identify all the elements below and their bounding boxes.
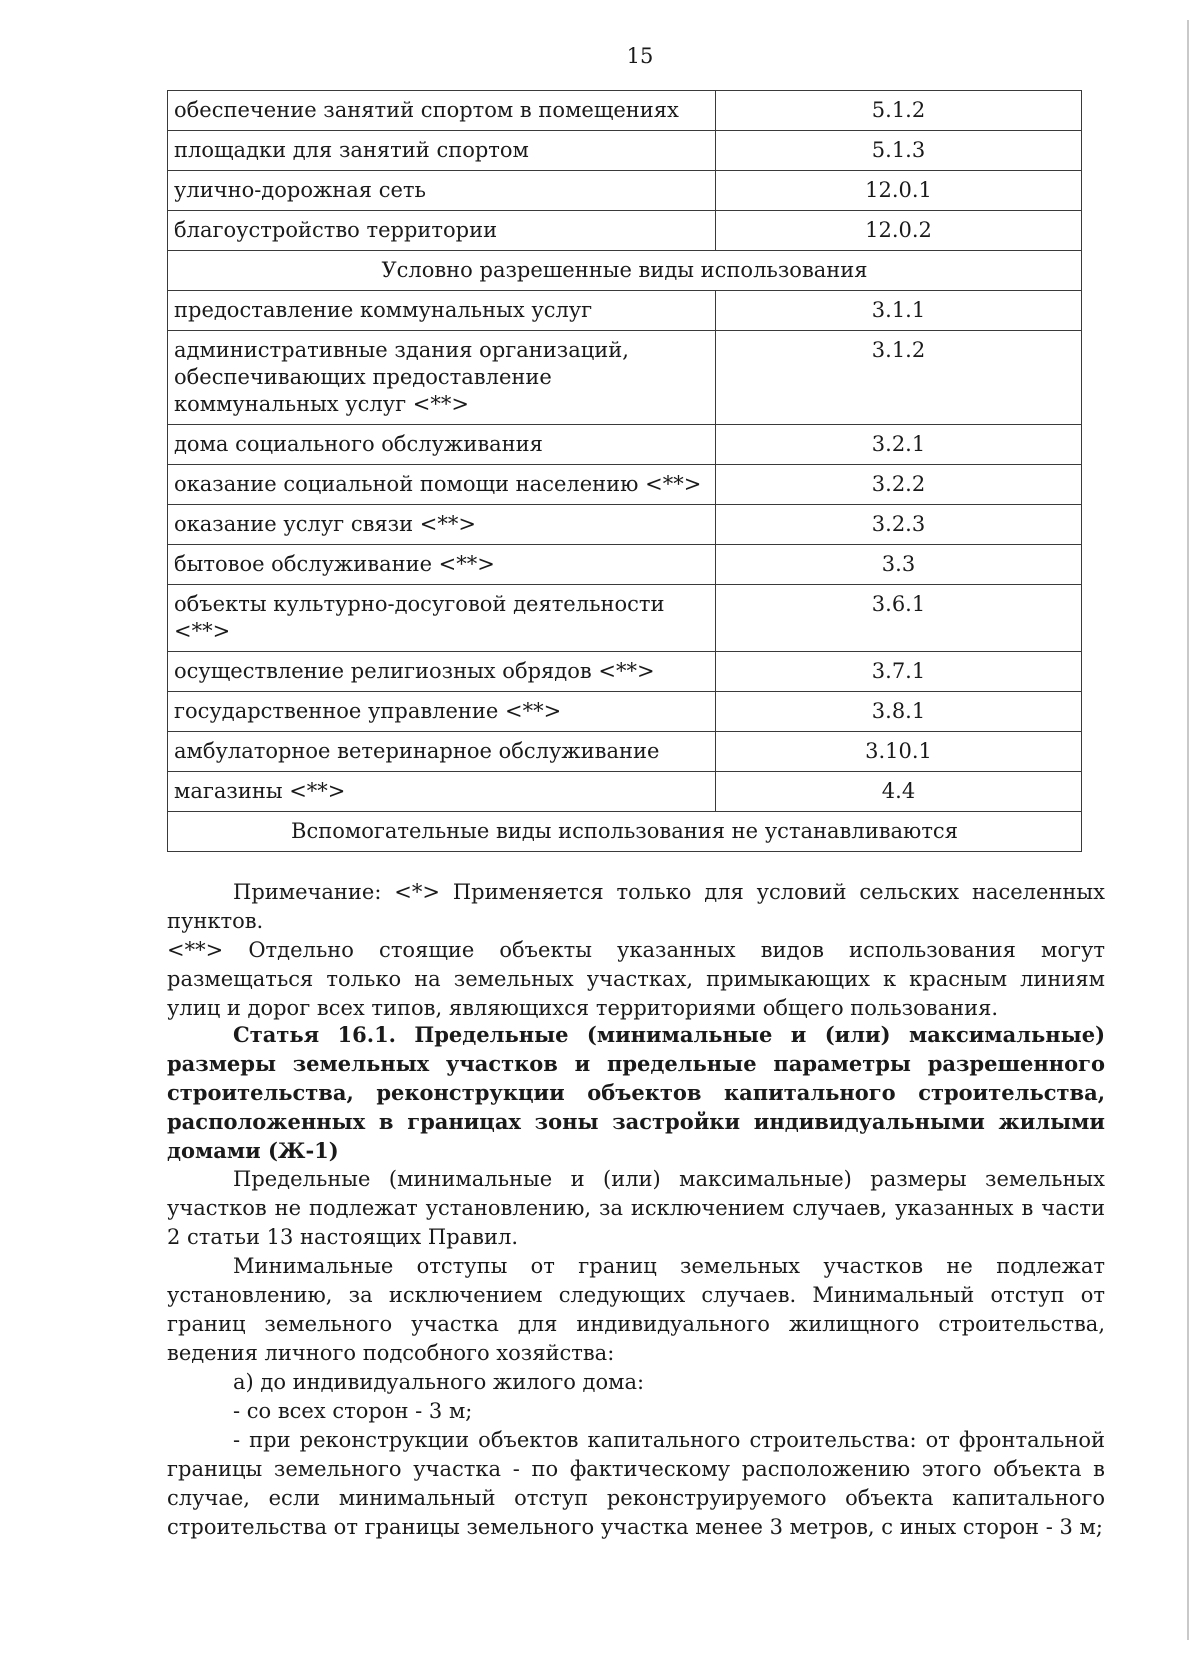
- article-item-a: а) до индивидуального жилого дома:: [233, 1370, 645, 1394]
- table-row: [168, 652, 1082, 692]
- use-code-cell: 5.1.3: [716, 131, 1082, 171]
- use-code-cell: 3.1.1: [716, 291, 1082, 331]
- table-row: [168, 331, 1082, 425]
- use-code-cell: 3.6.1: [716, 585, 1082, 652]
- table-row: [168, 772, 1082, 812]
- article-item-a-1: - со всех сторон - 3 м;: [233, 1399, 473, 1423]
- use-code-cell: 12.0.1: [716, 171, 1082, 211]
- use-code-cell: 3.2.2: [716, 465, 1082, 505]
- use-code-cell: 3.3: [716, 545, 1082, 585]
- use-name-cell: улично-дорожная сеть: [168, 171, 716, 211]
- scan-edge-line: [1187, 20, 1189, 1640]
- auxiliary-section-footer: Вспомогательные виды использования не устанавливаются: [168, 812, 1082, 852]
- table-row: [168, 171, 1082, 211]
- use-name-cell: оказание социальной помощи населению <**>: [168, 465, 716, 505]
- use-code-cell: 3.8.1: [716, 692, 1082, 732]
- use-code-cell: 4.4: [716, 772, 1082, 812]
- article-paragraph-1: Предельные (минимальные и (или) максимальные) размеры земельных участков не подлежат установлению, за исключением случаев, указанных в части 2 статьи 13 настоящих Правил.: [167, 1167, 1105, 1249]
- table-row: [168, 692, 1082, 732]
- table-row: [168, 91, 1082, 131]
- use-code-cell: 3.2.3: [716, 505, 1082, 545]
- table-row: [168, 425, 1082, 465]
- article-item-a-2: - при реконструкции объектов капитального строительства: от фронтальной границы земельного участка - по фактическому расположению этого объекта в случае, если минимальный отступ реконструируемого объекта капитального строительства от границы земельного участка менее 3 метров, с иных сторон - 3 м;: [167, 1428, 1105, 1539]
- use-name-cell: государственное управление <**>: [168, 692, 716, 732]
- table-row: [168, 732, 1082, 772]
- table-row: [168, 585, 1082, 652]
- use-name-cell: административные здания организаций, обеспечивающих предоставление коммунальных услуг <**>: [168, 331, 716, 425]
- table-row: [168, 505, 1082, 545]
- page-number: 15: [626, 44, 654, 68]
- conditional-section-header: Условно разрешенные виды использования: [168, 251, 1082, 291]
- use-name-cell: предоставление коммунальных услуг: [168, 291, 716, 331]
- use-name-cell: обеспечение занятий спортом в помещениях: [168, 91, 716, 131]
- use-name-cell: благоустройство территории: [168, 211, 716, 251]
- use-name-cell: бытовое обслуживание <**>: [168, 545, 716, 585]
- use-name-cell: площадки для занятий спортом: [168, 131, 716, 171]
- use-name-cell: оказание услуг связи <**>: [168, 505, 716, 545]
- article-paragraph-2: Минимальные отступы от границ земельных участков не подлежат установлению, за исключением следующих случаев. Минимальный отступ от границ земельного участка для индивидуального жилищного строительства, ведения личного подсобного хозяйства:: [167, 1254, 1105, 1365]
- land-use-table: [167, 90, 1082, 852]
- use-code-cell: 3.7.1: [716, 652, 1082, 692]
- article-title: Статья 16.1. Предельные (минимальные и (или) максимальные) размеры земельных участков и предельные параметры разрешенного строительства, реконструкции объектов капитального строительства, расположенных в границах зоны застройки индивидуальными жилыми домами (Ж-1): [167, 1022, 1105, 1163]
- use-code-cell: 3.2.1: [716, 425, 1082, 465]
- use-code-cell: 12.0.2: [716, 211, 1082, 251]
- notes-block: [167, 878, 1105, 1023]
- conditional-section-row: [168, 251, 1082, 291]
- use-code-cell: 5.1.2: [716, 91, 1082, 131]
- use-name-cell: амбулаторное ветеринарное обслуживание: [168, 732, 716, 772]
- table-row: [168, 465, 1082, 505]
- use-name-cell: осуществление религиозных обрядов <**>: [168, 652, 716, 692]
- table-row: [168, 291, 1082, 331]
- use-code-cell: 3.10.1: [716, 732, 1082, 772]
- use-code-cell: 3.1.2: [716, 331, 1082, 425]
- note-2: <**> Отдельно стоящие объекты указанных видов использования могут размещаться только на земельных участках, примыкающих к красным линиям улиц и дорог всех типов, являющихся территориями общего пользования.: [167, 938, 1105, 1020]
- use-name-cell: дома социального обслуживания: [168, 425, 716, 465]
- use-name-cell: объекты культурно-досуговой деятельности <**>: [168, 585, 716, 652]
- table-row: [168, 131, 1082, 171]
- table-row: [168, 211, 1082, 251]
- auxiliary-section-row: [168, 812, 1082, 852]
- table-row: [168, 545, 1082, 585]
- use-name-cell: магазины <**>: [168, 772, 716, 812]
- article-block: [167, 1020, 1105, 1542]
- note-1: Примечание: <*> Применяется только для условий сельских населенных пунктов.: [167, 880, 1105, 933]
